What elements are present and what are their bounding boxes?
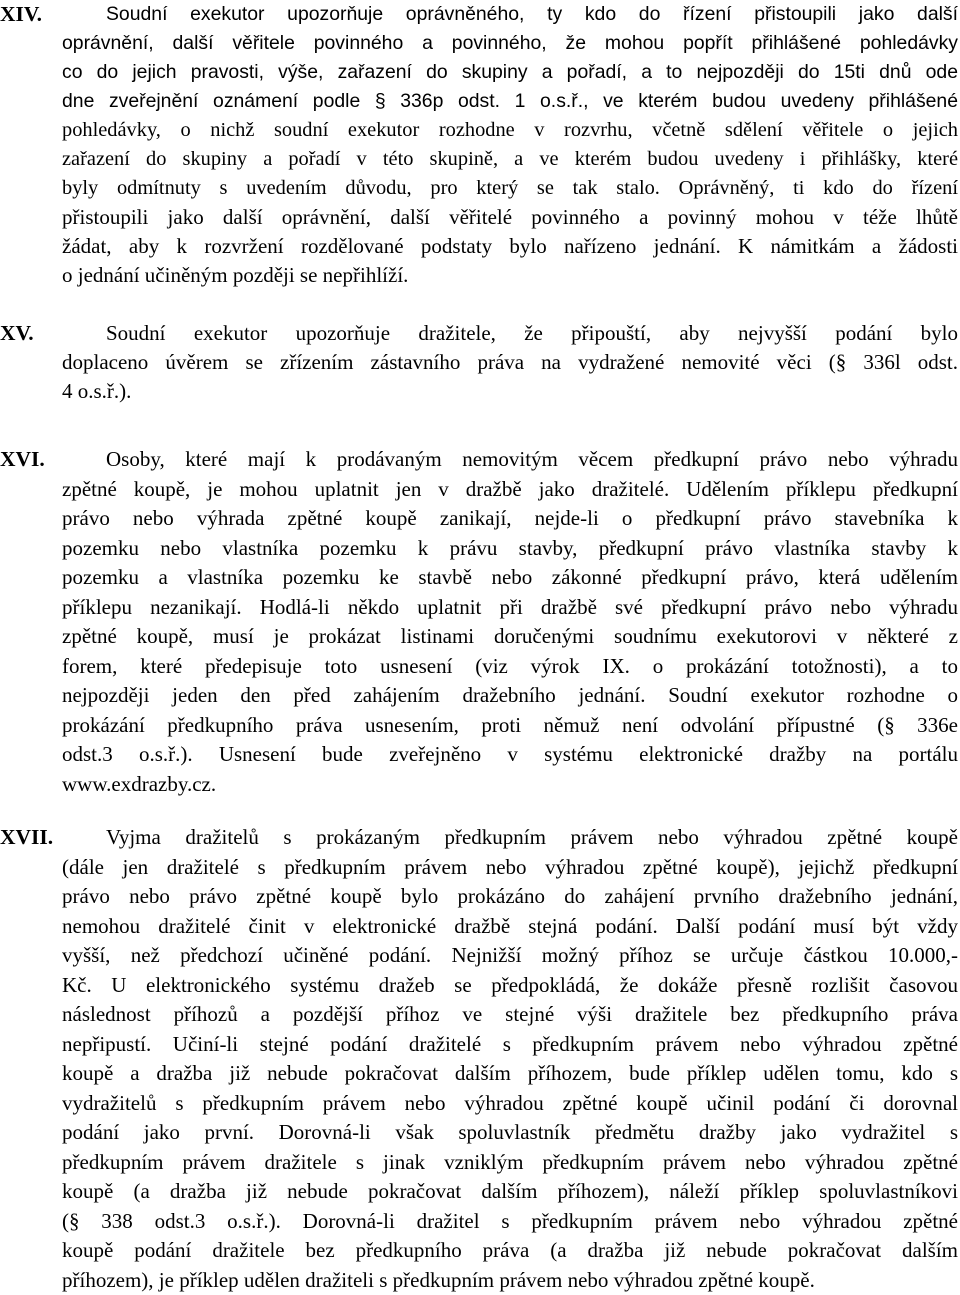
text-line: příklepu nezanikají. Hodlá-li někdo uplatnit při dražbě své předkupní právo nebo výhradu [62,594,958,619]
text-line: odst.3 o.s.ř.). Usnesení bude zveřejněno v systému elektronické dražby na portálu [62,742,958,766]
text-line: co do jejich pravosti, výše, zařazení do skupiny a pořadí, a to nejpozději do 15ti dnů ode [62,61,958,83]
section-number: XV. [0,321,34,345]
text-line: 4 o.s.ř.). [62,379,132,403]
section-number: XVII. [0,825,54,849]
text-line: pozemku a vlastníka pozemku ke stavbě nebo zákonné předkupní právo, která udělením [62,565,958,589]
text-line: vyšší, než předchozí učiněné podání. Nejnižší možný příhoz se určuje částkou 10.000,- [62,943,958,967]
text-line: byly odmítnuty s uvedením důvodu, pro který se tak stalo. Oprávněný, ti kdo do řízení [62,177,958,199]
text-line: vydražitelů s předkupním právem nebo výhradou zpětné koupě učinil podání či dorovnal [62,1090,958,1115]
text-line: pozemku nebo vlastníka pozemku k právu stavby, předkupní právo vlastníka stavby k [62,535,958,560]
text-line: zařazení do skupiny a pořadí v této skupině, a ve kterém budou uvedeny i přihlášky, které [62,148,958,170]
text-line: zpětné koupě, je mohou uplatnit jen v dražbě jako dražitelé. Udělením příklepu předkupní [62,476,958,501]
text-line: nepřipustí. Učiní-li stejné podání dražitelé s předkupním právem nebo výhradou zpětné [62,1031,958,1056]
text-line: podání jako první. Dorovná-li však spoluvlastník předmětu dražby jako vydražitel s [62,1120,958,1144]
section-number: XVI. [0,447,45,471]
text-line: předkupním právem dražitele s jinak vzniklým předkupním právem nebo výhradou zpětné [62,1149,958,1174]
text-line: www.exdrazby.cz. [62,771,217,796]
text-line: Vyjma dražitelů s prokázaným předkupním právem nebo výhradou zpětné koupě [106,825,958,849]
text-line: přistoupili jako další oprávnění, další věřitelé povinného a povinný mohou v téže lhůtě [62,205,958,229]
text-line: doplaceno úvěrem se zřízením zástavního práva na vydražené nemovité věci (§ 336l odst. [62,350,958,374]
text-line: o jednání učiněným později se nepřihlíží. [62,263,409,287]
text-line: Kč. U elektronického systému dražeb se předpokládá, že dokáže přesně rozlišit časovou [62,972,958,997]
text-line: nemohou dražitelé činit v elektronické dražbě stejná podání. Další podání musí být vždy [62,913,958,938]
section-number: XIV. [0,2,43,26]
text-line: žádat, aby k rozvržení rozdělované podstaty bylo nařízeno jednání. K námitkám a žádosti [62,234,958,258]
text-line: koupě a dražba již nebude pokračovat dalším příhozem, bude příklep udělen tomu, kdo s [62,1061,958,1085]
text-line: právo nebo právo zpětné koupě bylo prokázáno do zahájení prvního dražebního jednání, [62,884,958,908]
text-line: následnost příhozů a pozdější příhoz ve stejné výši dražitele bez předkupního práva [62,1002,958,1026]
text-line: Osoby, které mají k prodávaným nemovitým věcem předkupní právo nebo výhradu [106,447,958,471]
text-line: zpětné koupě, musí je prokázat listinami doručenými soudnímu exekutorovi v některé z [62,624,958,648]
text-line: právo nebo výhrada zpětné koupě zanikají, nejde-li o předkupní právo stavebníka k [62,506,958,530]
text-line: nejpozději jeden den před zahájením dražebního jednání. Soudní exekutor rozhodne o [62,683,958,707]
text-line: prokázání předkupního práva usnesením, proti němuž není odvolání přípustné (§ 336e [62,712,958,737]
text-line: Soudní exekutor upozorňuje oprávněného, ty kdo do řízení přistoupili jako další [106,3,958,25]
text-line: oprávnění, další věřitele povinného a povinného, že mohou popřít přihlášené pohledávky [62,32,958,54]
text-line: dne zveřejnění oznámení podle § 336p odst. 1 o.s.ř., ve kterém budou uvedeny přihlášené [62,90,958,112]
text-line: koupě podání dražitele bez předkupního práva (a dražba již nebude pokračovat dalším [62,1238,958,1262]
text-line: (§ 338 odst.3 o.s.ř.). Dorovná-li dražitel s předkupním právem nebo výhradou zpětné [62,1208,958,1233]
text-line: pohledávky, o nichž soudní exekutor rozhodne v rozvrhu, včetně sdělení věřitele o jejich [62,119,958,141]
text-line: forem, které předepisuje toto usnesení (viz výrok IX. o prokázání totožnosti), a to [62,653,958,678]
text-line: příhozem), je příklep udělen dražiteli s předkupním právem nebo výhradou zpětné koupě. [62,1267,815,1292]
text-line: Soudní exekutor upozorňuje dražitele, že připouští, aby nejvyšší podání bylo [106,321,958,345]
text-line: (dále jen dražitelé s předkupním právem nebo výhradou zpětné koupě), jejichž předkupní [62,854,958,879]
text-line: koupě (a dražba již nebude pokračovat dalším příhozem), náleží příklep spoluvlastníkovi [62,1179,958,1203]
